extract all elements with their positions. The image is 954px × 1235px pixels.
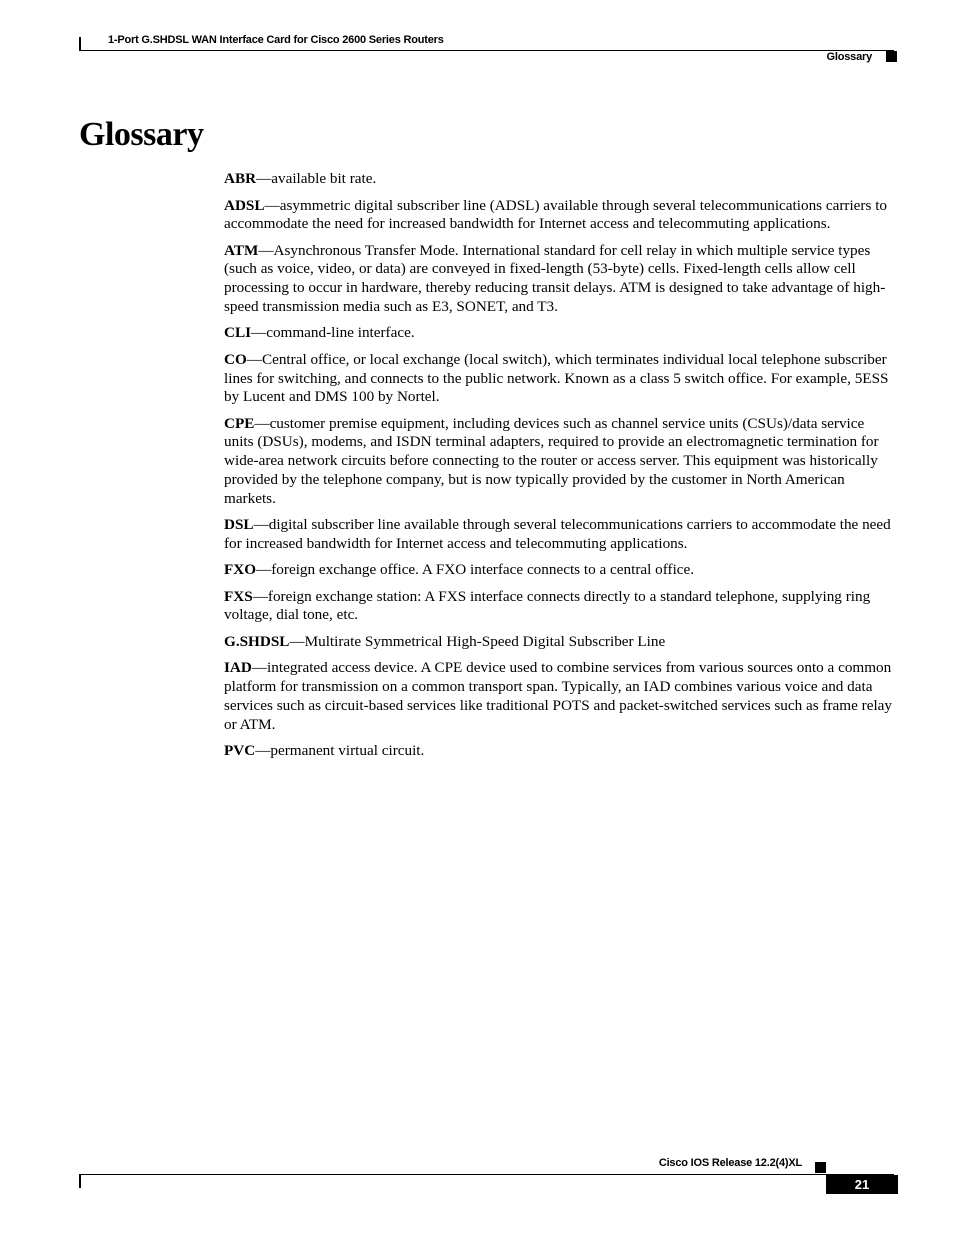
glossary-entry-cpe	[224, 415, 896, 509]
glossary-entry-adsl	[224, 197, 896, 234]
glossary-definition: —integrated access device. A CPE device used to combine services from various sources onto a common platform for transmission on a common transport span. Typically, an IAD combines various voice and data services such as circuit-based services like traditional POTS and packet-switched services such as frame relay or ATM.	[224, 659, 893, 733]
glossary-entry-gshdsl	[224, 633, 896, 652]
glossary-definition: —Central office, or local exchange (local switch), which terminates individual local telephone subscriber lines for switching, and connects to the public network. Known as a class 5 switch office. For example, 5ESS by Lucent and DMS 100 by Nortel.	[224, 350, 889, 406]
glossary-entry-abr	[224, 170, 896, 189]
glossary-entry-iad	[224, 659, 896, 734]
glossary-entry-cli	[224, 324, 896, 343]
footer-left-tick	[79, 1174, 81, 1188]
header-marker-block	[886, 51, 897, 62]
glossary-term: PVC	[224, 742, 256, 760]
glossary-term: CLI	[224, 324, 252, 342]
glossary-entry-co	[224, 351, 896, 407]
footer-marker-block	[815, 1162, 826, 1173]
header-left-tick	[79, 37, 81, 51]
glossary-entry-pvc	[224, 742, 896, 761]
page-title: Glossary	[79, 116, 204, 153]
glossary-definition: —customer premise equipment, including devices such as channel service units (CSUs)/data service units (DSUs), modems, and ISDN terminal adapters, required to provide an electromagnetic termination for wide-area network circuits before connecting to the router or access server. This equipment was historically provided by the telephone company, but is now typically provided by the customer in North American markets.	[224, 414, 879, 507]
glossary-entry-fxo	[224, 561, 896, 580]
glossary-entry-fxs	[224, 588, 896, 625]
running-header-title: 1-Port G.SHDSL WAN Interface Card for Cisco 2600 Series Routers	[108, 34, 444, 46]
glossary-definition: —digital subscriber line available through several telecommunications carriers to accommodate the need for increased bandwidth for Internet access and telecommuting applications.	[224, 516, 891, 552]
glossary-entry-atm	[224, 242, 896, 317]
glossary-definition: —foreign exchange station: A FXS interface connects directly to a standard telephone, supplying ring voltage, dial tone, etc.	[224, 587, 871, 624]
glossary-list	[224, 170, 896, 769]
glossary-term: FXO	[224, 561, 257, 579]
glossary-term: IAD	[224, 659, 252, 677]
glossary-term: ATM	[224, 241, 259, 259]
glossary-definition: —asymmetric digital subscriber line (ADSL) available through several telecommunications carriers to accommodate the need for increased bandwidth for Internet access and telecommuting applications.	[224, 196, 888, 233]
glossary-definition: —Multirate Symmetrical High-Speed Digital Subscriber Line	[289, 632, 666, 650]
glossary-entry-dsl	[224, 516, 896, 553]
footer-release: Cisco IOS Release 12.2(4)XL	[658, 1157, 802, 1169]
glossary-term: CPE	[224, 414, 255, 432]
glossary-term: ADSL	[224, 196, 265, 214]
glossary-term: ABR	[224, 170, 257, 187]
footer-rule	[79, 1174, 894, 1175]
glossary-definition: —foreign exchange office. A FXO interface connects to a central office.	[256, 561, 695, 579]
glossary-definition: —Asynchronous Transfer Mode. International standard for cell relay in which multiple service types (such as voice, video, or data) are conveyed in fixed-length (53-byte) cells. Fixed-length cells allow cell processing to occur in hardware, thereby reducing transit delays. ATM is designed to take advantage of high-speed transmission media such as E3, SONET, and T3.	[224, 241, 886, 315]
glossary-definition: —command-line interface.	[251, 324, 415, 342]
glossary-term: FXS	[224, 587, 253, 605]
glossary-definition: —available bit rate.	[256, 170, 377, 187]
glossary-term: DSL	[224, 516, 254, 534]
glossary-term: G.SHDSL	[224, 632, 290, 650]
glossary-definition: —permanent virtual circuit.	[255, 742, 425, 760]
running-header-section: Glossary	[826, 51, 872, 63]
header-rule	[79, 50, 894, 51]
glossary-term: CO	[224, 350, 247, 368]
page-number: 21	[826, 1175, 898, 1194]
